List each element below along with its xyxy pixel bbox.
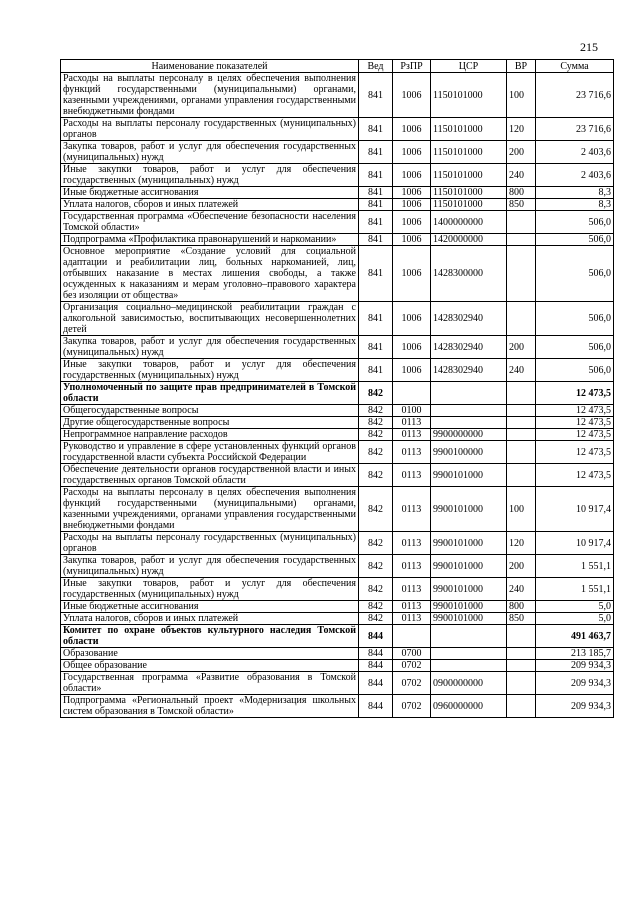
cell-ved: 841 xyxy=(359,164,393,187)
cell-csr: 1428302940 xyxy=(431,302,507,336)
cell-rzpr: 0113 xyxy=(393,429,431,441)
cell-rzpr: 0113 xyxy=(393,441,431,464)
cell-name: Основное мероприятие «Создание условий для социальной адаптации и реабилитации лиц, больных наркоманией, лиц, отбывших наказание в местах лишения свободы, а также осужденных к наказаниям и мерам уголовно–правового характера без изоляции от общества» xyxy=(61,246,359,302)
cell-vr xyxy=(507,382,536,405)
cell-name: Организация социально–медицинской реабилитации граждан с алкогольной зависимостью, воспитывающих несовершеннолетних детей xyxy=(61,302,359,336)
cell-ved: 844 xyxy=(359,660,393,672)
cell-name: Образование xyxy=(61,648,359,660)
table-row xyxy=(61,211,614,234)
table-row xyxy=(61,695,614,718)
cell-sum: 213 185,7 xyxy=(536,648,614,660)
cell-csr: 9900101000 xyxy=(431,532,507,555)
cell-sum: 12 473,5 xyxy=(536,382,614,405)
cell-ved: 841 xyxy=(359,336,393,359)
cell-ved: 842 xyxy=(359,441,393,464)
cell-sum: 1 551,1 xyxy=(536,555,614,578)
cell-vr: 100 xyxy=(507,487,536,532)
cell-rzpr: 1006 xyxy=(393,211,431,234)
cell-csr: 9900100000 xyxy=(431,441,507,464)
cell-ved: 841 xyxy=(359,211,393,234)
cell-ved: 842 xyxy=(359,601,393,613)
cell-name: Комитет по охране объектов культурного наследия Томской области xyxy=(61,625,359,648)
cell-name: Руководство и управление в сфере установленных функций органов государственной власти субъекта Российской Федерации xyxy=(61,441,359,464)
cell-rzpr: 1006 xyxy=(393,141,431,164)
cell-name: Иные закупки товаров, работ и услуг для обеспечения государственных (муниципальных) нужд xyxy=(61,164,359,187)
cell-rzpr: 0113 xyxy=(393,613,431,625)
cell-sum: 209 934,3 xyxy=(536,660,614,672)
cell-rzpr: 0702 xyxy=(393,672,431,695)
table-row xyxy=(61,464,614,487)
cell-rzpr xyxy=(393,382,431,405)
cell-rzpr: 0113 xyxy=(393,487,431,532)
cell-sum: 506,0 xyxy=(536,234,614,246)
cell-rzpr: 1006 xyxy=(393,118,431,141)
cell-sum: 2 403,6 xyxy=(536,141,614,164)
cell-vr xyxy=(507,246,536,302)
table-row xyxy=(61,141,614,164)
cell-rzpr: 1006 xyxy=(393,234,431,246)
cell-name: Государственная программа «Развитие образования в Томской области» xyxy=(61,672,359,695)
table-row xyxy=(61,441,614,464)
cell-name: Подпрограмма «Профилактика правонарушений и наркомании» xyxy=(61,234,359,246)
cell-name: Государственная программа «Обеспечение безопасности населения Томской области» xyxy=(61,211,359,234)
budget-table xyxy=(60,59,614,718)
cell-name: Расходы на выплаты персоналу государственных (муниципальных) органов xyxy=(61,532,359,555)
cell-vr xyxy=(507,405,536,417)
cell-csr: 1150101000 xyxy=(431,141,507,164)
cell-rzpr: 0113 xyxy=(393,464,431,487)
cell-csr xyxy=(431,625,507,648)
cell-name: Иные закупки товаров, работ и услуг для обеспечения государственных (муниципальных) нужд xyxy=(61,578,359,601)
cell-name: Закупка товаров, работ и услуг для обеспечения государственных (муниципальных) нужд xyxy=(61,336,359,359)
header-rzpr: РзПР xyxy=(393,60,431,73)
cell-csr xyxy=(431,417,507,429)
cell-csr: 0960000000 xyxy=(431,695,507,718)
cell-csr: 1150101000 xyxy=(431,199,507,211)
cell-csr: 1150101000 xyxy=(431,187,507,199)
page-number: 215 xyxy=(580,40,598,54)
cell-vr: 240 xyxy=(507,164,536,187)
cell-name: Непрограммное направление расходов xyxy=(61,429,359,441)
cell-vr xyxy=(507,648,536,660)
cell-name: Иные бюджетные ассигнования xyxy=(61,601,359,613)
cell-ved: 842 xyxy=(359,613,393,625)
table-row xyxy=(61,613,614,625)
table-header-row xyxy=(61,60,614,73)
table-row xyxy=(61,302,614,336)
cell-csr: 9900101000 xyxy=(431,613,507,625)
cell-ved: 844 xyxy=(359,695,393,718)
cell-csr: 9900101000 xyxy=(431,487,507,532)
cell-sum: 10 917,4 xyxy=(536,532,614,555)
table-row xyxy=(61,487,614,532)
cell-ved: 842 xyxy=(359,429,393,441)
cell-vr xyxy=(507,234,536,246)
cell-sum: 12 473,5 xyxy=(536,464,614,487)
cell-sum: 506,0 xyxy=(536,359,614,382)
cell-csr: 1150101000 xyxy=(431,118,507,141)
cell-ved: 841 xyxy=(359,359,393,382)
cell-sum: 8,3 xyxy=(536,199,614,211)
table-row xyxy=(61,429,614,441)
table-row xyxy=(61,601,614,613)
cell-sum: 209 934,3 xyxy=(536,672,614,695)
cell-csr: 1150101000 xyxy=(431,164,507,187)
table-row xyxy=(61,648,614,660)
table-row xyxy=(61,246,614,302)
cell-rzpr: 0702 xyxy=(393,660,431,672)
cell-rzpr: 0700 xyxy=(393,648,431,660)
cell-name: Закупка товаров, работ и услуг для обеспечения государственных (муниципальных) нужд xyxy=(61,555,359,578)
table-row xyxy=(61,359,614,382)
cell-ved: 842 xyxy=(359,417,393,429)
cell-vr xyxy=(507,417,536,429)
header-ved: Вед xyxy=(359,60,393,73)
cell-ved: 844 xyxy=(359,672,393,695)
table-row xyxy=(61,417,614,429)
cell-ved: 844 xyxy=(359,625,393,648)
header-csr: ЦСР xyxy=(431,60,507,73)
cell-rzpr: 0113 xyxy=(393,532,431,555)
table-row xyxy=(61,555,614,578)
table-row xyxy=(61,672,614,695)
table-row xyxy=(61,660,614,672)
cell-vr: 800 xyxy=(507,187,536,199)
cell-sum: 506,0 xyxy=(536,211,614,234)
cell-rzpr: 0113 xyxy=(393,601,431,613)
cell-csr: 9900101000 xyxy=(431,601,507,613)
cell-name: Расходы на выплаты персоналу государственных (муниципальных) органов xyxy=(61,118,359,141)
table-row xyxy=(61,382,614,405)
cell-ved: 841 xyxy=(359,199,393,211)
cell-csr: 1420000000 xyxy=(431,234,507,246)
cell-rzpr: 0113 xyxy=(393,578,431,601)
cell-rzpr: 0100 xyxy=(393,405,431,417)
cell-rzpr: 1006 xyxy=(393,359,431,382)
cell-vr xyxy=(507,429,536,441)
cell-ved: 842 xyxy=(359,464,393,487)
cell-vr: 120 xyxy=(507,118,536,141)
cell-vr xyxy=(507,211,536,234)
cell-name: Уплата налогов, сборов и иных платежей xyxy=(61,199,359,211)
cell-ved: 841 xyxy=(359,187,393,199)
cell-name: Расходы на выплаты персоналу в целях обеспечения выполнения функций государственными (муниципальными) органами, казенными учреждениями, органами управления государственными внебюджетными фондами xyxy=(61,73,359,118)
cell-ved: 842 xyxy=(359,487,393,532)
cell-csr xyxy=(431,648,507,660)
cell-sum: 2 403,6 xyxy=(536,164,614,187)
cell-vr: 200 xyxy=(507,555,536,578)
cell-csr: 1400000000 xyxy=(431,211,507,234)
cell-vr: 120 xyxy=(507,532,536,555)
cell-ved: 841 xyxy=(359,118,393,141)
cell-ved: 844 xyxy=(359,648,393,660)
cell-vr xyxy=(507,625,536,648)
cell-vr: 240 xyxy=(507,578,536,601)
table-row xyxy=(61,187,614,199)
cell-csr: 9900000000 xyxy=(431,429,507,441)
cell-csr xyxy=(431,382,507,405)
cell-sum: 12 473,5 xyxy=(536,429,614,441)
cell-rzpr xyxy=(393,625,431,648)
table-row xyxy=(61,625,614,648)
table-row xyxy=(61,578,614,601)
cell-ved: 842 xyxy=(359,382,393,405)
cell-vr xyxy=(507,441,536,464)
cell-rzpr: 0702 xyxy=(393,695,431,718)
cell-ved: 841 xyxy=(359,234,393,246)
cell-csr: 9900101000 xyxy=(431,555,507,578)
table-row xyxy=(61,234,614,246)
cell-name: Уполномоченный по защите прав предпринимателей в Томской области xyxy=(61,382,359,405)
header-sum: Сумма xyxy=(536,60,614,73)
cell-sum: 506,0 xyxy=(536,246,614,302)
cell-sum: 12 473,5 xyxy=(536,417,614,429)
cell-sum: 12 473,5 xyxy=(536,441,614,464)
cell-csr: 0900000000 xyxy=(431,672,507,695)
cell-ved: 841 xyxy=(359,246,393,302)
cell-sum: 23 716,6 xyxy=(536,118,614,141)
cell-rzpr: 0113 xyxy=(393,555,431,578)
cell-rzpr: 0113 xyxy=(393,417,431,429)
cell-rzpr: 1006 xyxy=(393,336,431,359)
cell-name: Подпрограмма «Региональный проект «Модернизация школьных систем образования в Томской области» xyxy=(61,695,359,718)
cell-name: Расходы на выплаты персоналу в целях обеспечения выполнения функций государственными (муниципальными) органами, казенными учреждениями, органами управления государственными внебюджетными фондами xyxy=(61,487,359,532)
cell-sum: 10 917,4 xyxy=(536,487,614,532)
cell-sum: 23 716,6 xyxy=(536,73,614,118)
cell-ved: 842 xyxy=(359,578,393,601)
cell-name: Иные закупки товаров, работ и услуг для обеспечения государственных (муниципальных) нужд xyxy=(61,359,359,382)
table-body xyxy=(61,73,614,718)
cell-name: Общегосударственные вопросы xyxy=(61,405,359,417)
table-row xyxy=(61,405,614,417)
header-vr: ВР xyxy=(507,60,536,73)
cell-ved: 842 xyxy=(359,555,393,578)
cell-vr xyxy=(507,660,536,672)
cell-vr: 200 xyxy=(507,336,536,359)
header-name: Наименование показателей xyxy=(61,60,359,73)
cell-rzpr: 1006 xyxy=(393,199,431,211)
cell-vr: 240 xyxy=(507,359,536,382)
cell-vr: 200 xyxy=(507,141,536,164)
cell-rzpr: 1006 xyxy=(393,187,431,199)
cell-name: Иные бюджетные ассигнования xyxy=(61,187,359,199)
cell-rzpr: 1006 xyxy=(393,73,431,118)
cell-sum: 12 473,5 xyxy=(536,405,614,417)
cell-ved: 841 xyxy=(359,73,393,118)
cell-csr: 1428300000 xyxy=(431,246,507,302)
table-row xyxy=(61,73,614,118)
cell-sum: 5,0 xyxy=(536,601,614,613)
cell-sum: 506,0 xyxy=(536,336,614,359)
cell-csr: 1428302940 xyxy=(431,359,507,382)
cell-csr xyxy=(431,405,507,417)
cell-name: Обеспечение деятельности органов государственной власти и иных государственных органов Томской области xyxy=(61,464,359,487)
cell-name: Другие общегосударственные вопросы xyxy=(61,417,359,429)
cell-sum: 8,3 xyxy=(536,187,614,199)
cell-csr: 1150101000 xyxy=(431,73,507,118)
cell-sum: 506,0 xyxy=(536,302,614,336)
cell-csr: 9900101000 xyxy=(431,578,507,601)
table-row xyxy=(61,336,614,359)
cell-sum: 5,0 xyxy=(536,613,614,625)
cell-ved: 841 xyxy=(359,141,393,164)
cell-sum: 209 934,3 xyxy=(536,695,614,718)
table-row xyxy=(61,199,614,211)
cell-rzpr: 1006 xyxy=(393,246,431,302)
cell-sum: 1 551,1 xyxy=(536,578,614,601)
table-row xyxy=(61,118,614,141)
cell-sum: 491 463,7 xyxy=(536,625,614,648)
cell-vr: 100 xyxy=(507,73,536,118)
cell-vr xyxy=(507,302,536,336)
cell-rzpr: 1006 xyxy=(393,164,431,187)
cell-csr: 9900101000 xyxy=(431,464,507,487)
cell-ved: 842 xyxy=(359,532,393,555)
cell-name: Уплата налогов, сборов и иных платежей xyxy=(61,613,359,625)
cell-vr xyxy=(507,672,536,695)
cell-vr: 800 xyxy=(507,601,536,613)
cell-ved: 842 xyxy=(359,405,393,417)
cell-csr: 1428302940 xyxy=(431,336,507,359)
table-row xyxy=(61,532,614,555)
cell-ved: 841 xyxy=(359,302,393,336)
cell-vr xyxy=(507,695,536,718)
cell-rzpr: 1006 xyxy=(393,302,431,336)
cell-vr xyxy=(507,464,536,487)
cell-vr: 850 xyxy=(507,613,536,625)
cell-vr: 850 xyxy=(507,199,536,211)
table-row xyxy=(61,164,614,187)
cell-name: Закупка товаров, работ и услуг для обеспечения государственных (муниципальных) нужд xyxy=(61,141,359,164)
cell-name: Общее образование xyxy=(61,660,359,672)
cell-csr xyxy=(431,660,507,672)
